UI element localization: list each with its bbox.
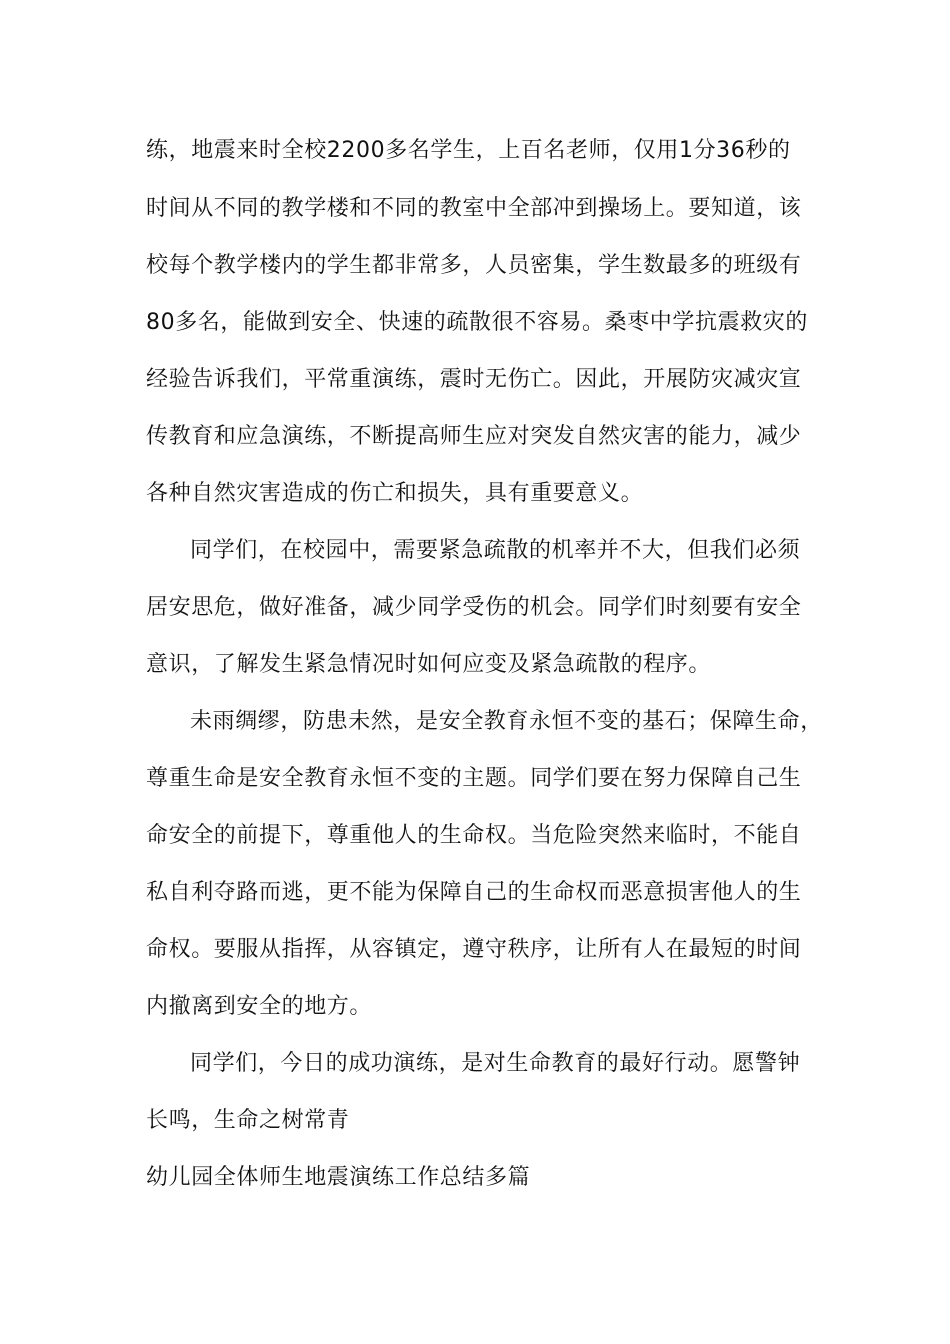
paragraph-line: 经验告诉我们，平常重演练，震时无伤亡。因此，开展防灾减灾宣 — [146, 367, 802, 392]
paragraph-line: 私自利夺路而逃，更不能为保障自己的生命权而恶意损害他人的生 — [146, 880, 802, 905]
paragraph-line: 命权。要服从指挥，从容镇定，遵守秩序，让所有人在最短的时间 — [146, 937, 802, 962]
paragraph-line: 80多名，能做到安全、快速的疏散很不容易。桑枣中学抗震救灾的 — [146, 310, 808, 335]
paragraph-line: 传教育和应急演练，不断提高师生应对突发自然灾害的能力，减少 — [146, 424, 802, 449]
section-heading: 幼儿园全体师生地震演练工作总结多篇 — [146, 1165, 531, 1190]
paragraph-line: 同学们，在校园中，需要紧急疏散的机率并不大，但我们必须 — [190, 538, 801, 563]
paragraph-line: 校每个教学楼内的学生都非常多，人员密集，学生数最多的班级有 — [146, 253, 802, 278]
paragraph-line: 未雨绸缪，防患未然，是安全教育永恒不变的基石；保障生命， — [190, 709, 823, 734]
paragraph-line: 同学们，今日的成功演练，是对生命教育的最好行动。愿警钟 — [190, 1051, 801, 1076]
paragraph-line: 尊重生命是安全教育永恒不变的主题。同学们要在努力保障自己生 — [146, 766, 802, 791]
paragraph-line: 内撤离到安全的地方。 — [146, 994, 373, 1019]
paragraph-line: 居安思危，做好准备，减少同学受伤的机会。同学们时刻要有安全 — [146, 595, 802, 620]
paragraph-line: 命安全的前提下，尊重他人的生命权。当危险突然来临时，不能自 — [146, 823, 802, 848]
paragraph-line: 各种自然灾害造成的伤亡和损失，具有重要意义。 — [146, 481, 644, 506]
paragraph-line: 时间从不同的教学楼和不同的教室中全部冲到操场上。要知道，该 — [146, 196, 802, 221]
paragraph-line: 长鸣，生命之树常青 — [146, 1108, 350, 1133]
paragraph-line: 意识，了解发生紧急情况时如何应变及紧急疏散的程序。 — [146, 652, 712, 677]
paragraph-line: 练，地震来时全校2200多名学生，上百名老师，仅用1分36秒的 — [146, 138, 791, 163]
